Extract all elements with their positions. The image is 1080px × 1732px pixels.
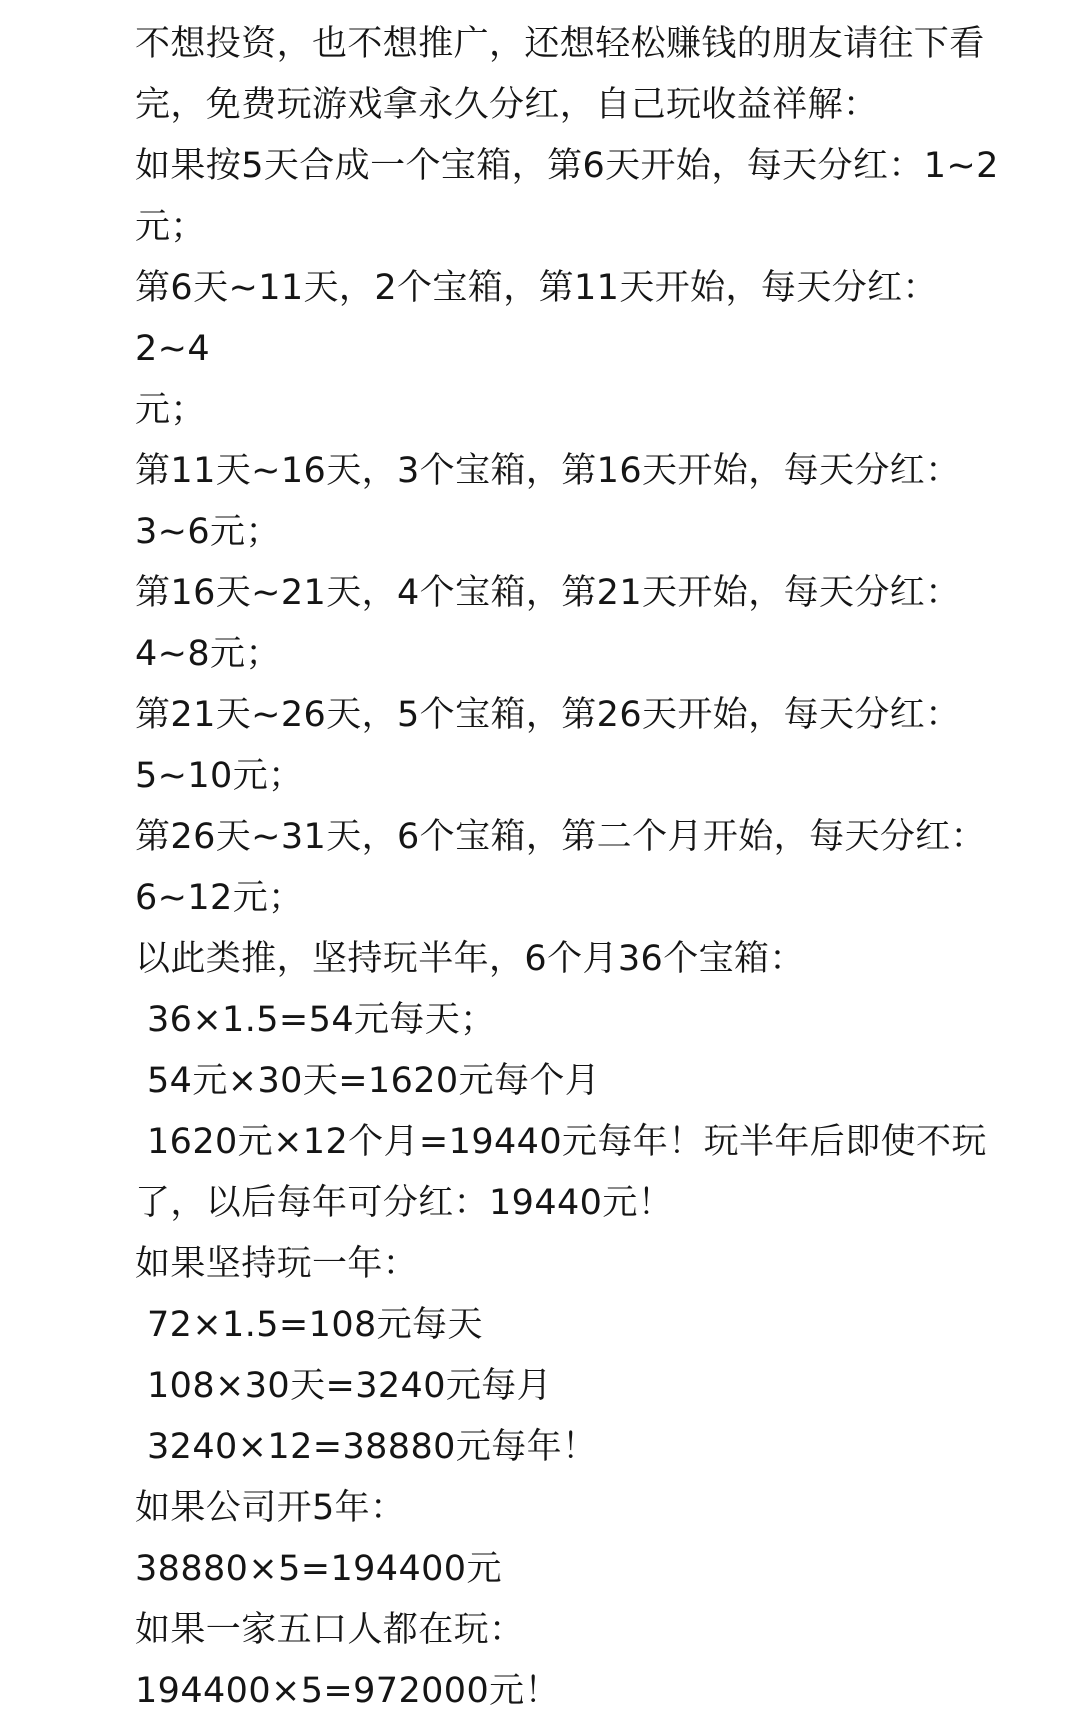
document-line: 第16天~21天，4个宝箱，第21天开始，每天分红：	[135, 573, 961, 613]
document-line: 了，以后每年可分红：19440元！	[135, 1183, 674, 1223]
document-line: 元；	[135, 390, 206, 430]
document-line: 3~6元；	[135, 512, 281, 552]
document-line: 38880×5=194400元	[135, 1549, 502, 1589]
document-line: 54元×30天=1620元每个月	[147, 1061, 601, 1101]
document-line: 1620元×12个月=19440元每年！玩半年后即使不玩	[147, 1122, 987, 1162]
document-line: 第21天~26天，5个宝箱，第26天开始，每天分红：	[135, 695, 961, 735]
document-line: 36×1.5=54元每天；	[147, 1000, 496, 1040]
document-line: 72×1.5=108元每天	[147, 1305, 483, 1345]
document-line: 第11天~16天，3个宝箱，第16天开始，每天分红：	[135, 451, 961, 491]
document-line: 5~10元；	[135, 756, 304, 796]
document-line: 3240×12=38880元每年！	[147, 1427, 598, 1467]
document-line: 108×30天=3240元每月	[147, 1366, 553, 1406]
document-line: 如果一家五口人都在玩：	[135, 1610, 525, 1650]
document-line: 以此类推，坚持玩半年，6个月36个宝箱：	[135, 939, 805, 979]
document-line: 4~8元；	[135, 634, 281, 674]
document-line: 如果公司开5年：	[135, 1488, 406, 1528]
document-text-block	[135, 14, 1010, 1722]
document-line: 第6天~11天，2个宝箱，第11天开始，每天分红：2~4	[135, 268, 938, 369]
document-line: 如果按5天合成一个宝箱，第6天开始，每天分红：1~2	[135, 146, 999, 186]
document-line: 元；	[135, 207, 206, 247]
document-line: 194400×5=972000元！	[135, 1671, 560, 1711]
document-line: 第26天~31天，6个宝箱，第二个月开始，每天分红：	[135, 817, 987, 857]
document-line: 完，免费玩游戏拿永久分红，自己玩收益祥解：	[135, 85, 879, 125]
document-line: 如果坚持玩一年：	[135, 1244, 419, 1284]
document-line: 6~12元；	[135, 878, 304, 918]
document-line: 不想投资，也不想推广，还想轻松赚钱的朋友请往下看	[135, 24, 985, 64]
